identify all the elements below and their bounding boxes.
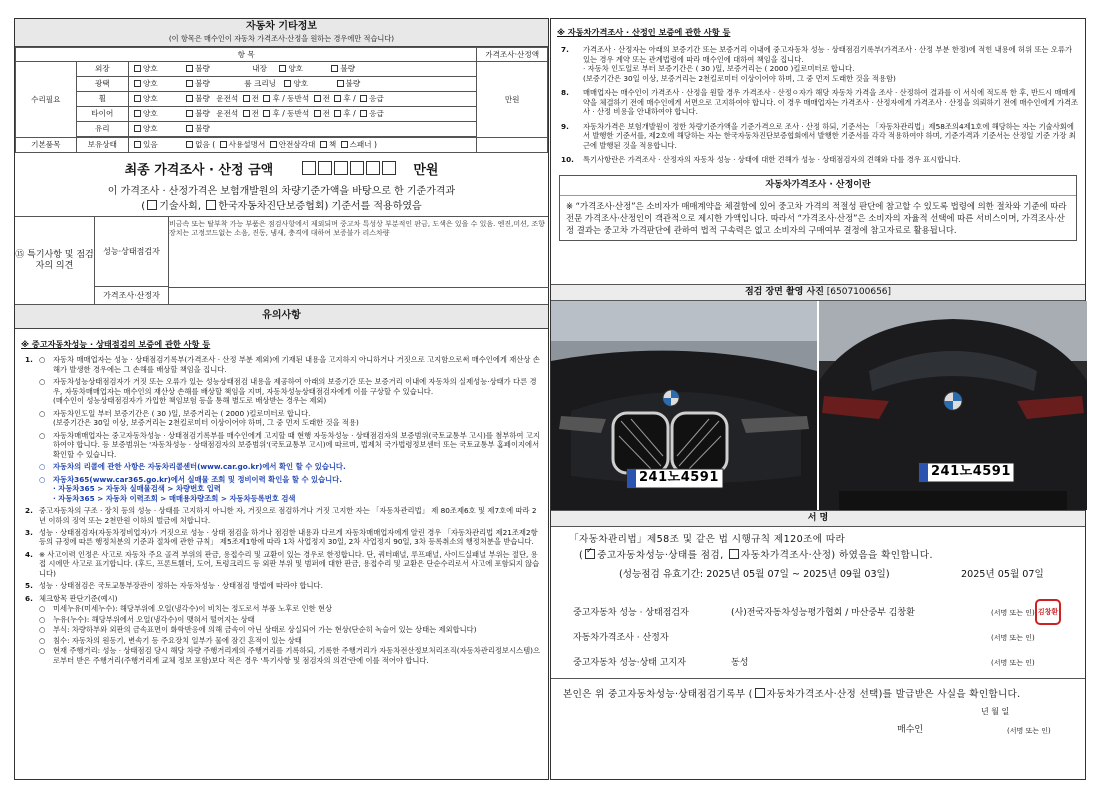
photo-header	[551, 284, 1085, 301]
caution-item-1d: ○ 자동차인도일 부터 보증기간은 ( 30 )일, 보증거리는 ( 2000 )킬로미터로 합니다. (보증기간은 30일 이상, 보증거리는 2천킬로미터 이상이어야 하며, 그 중 먼저 도래한 것을 적용)	[39, 408, 359, 428]
photo-code: [6507100656]	[826, 287, 892, 297]
item-number: 7.	[561, 45, 569, 55]
checkbox-glass-good[interactable]	[134, 125, 141, 132]
warranty-title: ※ 중고자동차성능 · 상태점검의 보증에 관한 사항 등	[21, 339, 211, 349]
item-header: 항 목	[16, 48, 477, 62]
caution-1-c: (매수인이 성능상태점검자가 가입한 책임보험 등을 통해 별도로 배상받는 경우는 제외)	[53, 396, 327, 406]
appraiser-row-label: 자동차가격조사 · 산정자	[573, 633, 669, 643]
label-driver-seat: 운전석	[216, 109, 239, 119]
final-price-desc2: ( 기술사회, 한국자동차진단보증협회) 기준서를 적용하였음	[141, 200, 422, 212]
caution-item-6	[21, 594, 542, 603]
checkbox-manual[interactable]	[220, 141, 227, 148]
row-tire: 양호 불량 운전석 전 후 / 동반석 전 후 / 응급	[129, 107, 477, 122]
sign-law-line: 「자동차관리법」제58조 및 같은 법 시행규칙 제120조에 따라	[569, 534, 846, 545]
label-front: 전	[251, 109, 260, 119]
criteria-4: ○ 침수: 자동차의 원동기, 변속기 등 주요장치 일부가 물에 잠긴 흔적이 있는 상태	[39, 635, 302, 645]
label-tech-society: 기술사회,	[159, 200, 202, 212]
vehicle-info-table	[15, 47, 548, 153]
label-bad: 불량	[195, 64, 210, 74]
row-label-gloss: 광택	[76, 77, 128, 92]
final-price-unit: 만원	[413, 163, 439, 179]
basic-price-cell	[477, 138, 548, 153]
caution-item-2	[21, 506, 542, 525]
checkbox-room-bad[interactable]	[337, 80, 344, 87]
car365-info: ○ 자동차365(www.car365.go.kr)에서 실매물 조회 및 정비이력 확인을 할 수 있습니다.	[39, 474, 343, 484]
appraiser-sign-hint: (서명 또는 인)	[991, 634, 1035, 642]
row-exterior	[129, 62, 477, 77]
checkbox-exterior-bad[interactable]	[186, 65, 193, 72]
notifier-sign-hint: (서명 또는 인)	[991, 659, 1035, 667]
right-item-9	[557, 122, 1079, 150]
caution-4-text: ※ 사고이력 인정은 사고로 자동차 주요 골격 부위의 판금, 용접수리 및 교환이 있는 경우로 한정합니다. 단, 쿼터패널, 루프패널, 사이드실패널 부위는 절단, 용접 시에만 사고로 표기합니다. (후드, 프론트휀더, 도어, 트렁크리드 등 외판 부위 및 범퍼에 대한 판금, 용접수리 및 교환은 단순수리로서 사고에 포함되지 않습니다)	[39, 549, 540, 578]
vehicle-info-subtitle: (이 항목은 매수인이 자동차 가격조사·산정을 원하는 경우에만 적습니다)	[168, 33, 395, 43]
item-number: 6.	[25, 593, 33, 603]
caution-1-e: (보증기간은 30일 이상, 보증거리는 2천킬로미터 이상이어야 하며, 그 중 먼저 도래한 것을 적용)	[53, 418, 359, 428]
checkbox-spanner[interactable]	[341, 141, 348, 148]
car365-step2	[21, 494, 542, 503]
label-spanner: 스패너	[349, 140, 372, 150]
row-label-wheel: 휠	[76, 92, 128, 107]
label-manual: 사용설명서	[228, 140, 266, 150]
checkbox-tire-good[interactable]	[134, 110, 141, 117]
price-unit: 만원	[477, 62, 548, 138]
buyer-sign-hint: (서명 또는 인)	[1007, 727, 1051, 735]
item-8-line1: 매매업자는 매수인이 가격조사 · 산정을 원할 경우 가격조사 · 산정ㅇ자가 해당 자동차 가격을 조사 · 산정하여 결과를 이 서식에 적도록 한 후, 반드시 매매계약을 체결하기 전에 매수인에게 서면으로 고지하여야 합니다. 이 경우 매매업자는 가격조사 · 산정자에게 가격조사 · 산정을 의뢰하기 전에 매수인에게 가격조사 · 산정 비용을 안내하여야 합니다.	[583, 88, 1079, 117]
left-column	[14, 18, 549, 780]
label-diag-assoc: 한국자동차진단보증협회) 기준서를 적용하였음	[218, 200, 422, 212]
label-good: 양호	[288, 64, 303, 74]
checkbox-tire-driver-rear[interactable]	[263, 110, 270, 117]
checkbox-tire-bad[interactable]	[186, 110, 193, 117]
label-front: 전	[251, 94, 260, 104]
row-possession: 있음 없음 ( 사용설명서 안전삼각대 책 스패너 )	[129, 138, 477, 153]
checkbox-buyer-appraisal[interactable]	[755, 688, 765, 698]
label-good: 양호	[293, 79, 309, 89]
vehicle-info-header	[15, 19, 548, 47]
item-number: 1.	[25, 355, 33, 365]
label-good: 양호	[143, 109, 158, 119]
label-book: 책	[328, 140, 337, 150]
buyer-confirm-section	[551, 679, 1085, 751]
criteria-5: ○ 현재 주행거리: 성능 · 상태점검 당시 해당 차량 주행거리계의 주행거리를 기록하되, 기록한 주행거리가 자동차전산정보처리조직(자동차관리정보시스템)으로부터 받은 주행거리(주행거리계 교체 정보 포함)보다 적은 경우 '특기사항 및 점검자의 의견'란에 이를 적어야 합니다.	[39, 646, 541, 665]
item-number: 5.	[25, 581, 33, 591]
final-price-line	[15, 161, 548, 180]
right-column	[550, 18, 1086, 780]
buyer-label: 매수인	[897, 725, 924, 735]
checkbox-performance-check[interactable]	[585, 549, 595, 559]
caution-1-d: 자동차인도일 부터 보증기간은 ( 30 )일, 보증거리는 ( 2000 )킬로미터로 합니다.	[53, 408, 311, 418]
caution-1-f: 자동차매매업자는 중고자동차성능 · 상태점검기록부를 매수인에게 고지할 때 현행 자동차성능 · 상태점검자의 보증범위(국토교통부 고시)를 첨부하여 고지하여야 합니다. 등 보증범위는 '자동차성능 · 상태점검자의 보증범위'(국토교통부 고시)에 따르며, 법제처 국가법령정보센터 또는 국토교통부 홈페이지에서 확인할 수 있습니다.	[53, 430, 540, 459]
recall-text: 자동차의 리콜에 관한 사항은 자동차리콜센터(www.car.go.kr)에서 확인 할 수 있습니다.	[53, 462, 346, 472]
caution-item-4	[21, 550, 542, 578]
basic-items-label: 기본품목	[16, 138, 77, 153]
sign-date: 2025년 05월 07일	[961, 569, 1044, 580]
checkbox-exterior-good[interactable]	[134, 65, 141, 72]
right-item-7	[557, 45, 1079, 83]
caution-item-1: 1. ○ 자동차 매매업자는 성능 · 상태점검기록부(가격조사 · 산정 부분 제외)에 기재된 내용을 고지하지 아니하거나 거짓으로 고지함으로써 매수인에게 재산상 손해가 발생한 경우에는 그 손해를 배상할 책임을 집니다.	[25, 355, 540, 374]
label-rear: 후	[272, 94, 280, 104]
checkbox-room-good[interactable]	[284, 80, 291, 87]
front-plate-text: 241노4591	[639, 470, 719, 485]
inspector-seal-stamp: 김창환	[1035, 599, 1061, 625]
car365-text: 자동차365(www.car365.go.kr)에서 실매물 조회 및 정비이력 확인을 할 수 있습니다.	[53, 474, 343, 484]
buyer-confirm-text-a: 본인은 위 중고자동차성능·상태점검기록부 (	[563, 689, 753, 700]
label-none: 없음	[195, 140, 210, 150]
row-label-tire: 타이어	[76, 107, 128, 122]
rear-photo	[819, 301, 1087, 510]
checkbox-tire-spare[interactable]	[360, 110, 367, 117]
row-gloss	[129, 77, 477, 92]
signature-title: 서 명	[807, 513, 829, 523]
label-driver-seat: 운전석	[216, 94, 239, 104]
checkbox-gloss-bad[interactable]	[186, 80, 193, 87]
front-photo	[551, 301, 817, 510]
caution-5-text: 성능 · 상태점검은 국토교통부장관이 정하는 자동차성능 · 상태점검 방법에 따라야 합니다.	[39, 581, 323, 591]
row-wheel: 양호 불량 운전석 전 후 / 동반석 전 후 / 응급	[129, 92, 477, 107]
caution-1-a: 자동차 매매업자는 성능 · 상태점검기록부(가격조사 · 산정 부분 제외)에 기재된 내용을 고지하지 아니하거나 거짓으로 고지함으로써 매수인에게 재산상 손해가 발생한 경우에는 그 손해를 배상할 책임을 집니다.	[53, 355, 540, 374]
checkbox-triangle[interactable]	[270, 141, 277, 148]
checkbox-tire-pass-rear[interactable]	[334, 110, 341, 117]
checkbox-gloss-good[interactable]	[134, 80, 141, 87]
checkbox-wheel-driver-front[interactable]	[243, 95, 250, 102]
inspector-sign-hint: (서명 또는 인)	[991, 609, 1035, 617]
label-good: 양호	[143, 124, 158, 134]
criteria-4-text: 침수: 자동차의 원동기, 변속기 등 주요장치 일부가 물에 잠긴 흔적이 있는 상태	[53, 635, 302, 645]
caution-item-1f: ○ 자동차매매업자는 중고자동차성능 · 상태점검기록부를 매수인에게 고지할 때 현행 자동차성능 · 상태점검자의 보증범위(국토교통부 고시)를 첨부하여 고지하여야 합니다. 등 보증범위는 '자동차성능 · 상태점검자의 보증범위'(국토교통부 고시)에 따르며, 법제처 국가법령정보센터 또는 국토교통부 홈페이지에서 확인할 수 있습니다.	[39, 430, 540, 459]
item-number: 3.	[25, 528, 33, 537]
caution-title: 유의사항	[262, 310, 301, 321]
item-7-line3: (보증기간은 30일 이상, 보증거리는 2천킬로미터 이상이어야 하며, 그 중 먼저 도래한 것을 적용함)	[583, 73, 896, 83]
criteria-2-text: 누유(누수): 해당부위에서 오일(냉각수)이 맺혀서 떨어지는 상태	[53, 614, 255, 624]
car365-step1	[21, 484, 542, 493]
appraiser-opinion-field[interactable]	[169, 287, 549, 305]
label-rear: 후	[343, 94, 351, 104]
label-rear: 후	[272, 109, 280, 119]
criteria-1: ○ 미세누유(미세누수): 해당부위에 오일(냉각수)이 비치는 정도로서 부품 노후로 인한 현상	[39, 604, 333, 614]
price-header: 가격조사·산정액	[477, 48, 548, 62]
appraisal-box-text: ※ “가격조사·산정”은 소비자가 매매계약을 체결함에 있어 중고차 가격의 적절성 판단에 참고할 수 있도록 법령에 의한 절차와 기준에 따라 전문 가격조사·산정인이 객관적으로 제시한 가액입니다. 따라서 “가격조사·산정”은 소비자의 자율적 선택에 따른 서비스이며, 가격조사·산정 결과는 중고차 가격판단에 관하여 법적 구속력은 없고 소비자의 구매여부 결정에 참고자료로 활용됩니다.	[566, 200, 1067, 236]
label-triangle: 안전삼각대	[278, 140, 316, 150]
criteria-3-text: 부식: 차량하부와 외판의 금속표면이 화학반응에 의해 금속이 아닌 상태로 상실되어 가는 현상(단순히 녹슬어 있는 상태는 제외합니다)	[53, 625, 477, 635]
item-number: 8.	[561, 88, 569, 98]
label-good: 양호	[143, 94, 158, 104]
label-performance-check: 중고자동차성능·상태를 점검,	[597, 550, 724, 561]
item-7-line2: · 자동차 인도일로 부터 보증기간은 ( 30 )일, 보증거리는 ( 2000 )킬로미터로 합니다.	[583, 64, 855, 74]
label-spare: 응급	[369, 109, 384, 119]
checkbox-wheel-pass-front[interactable]	[314, 95, 321, 102]
item-number: 9.	[561, 121, 569, 131]
caution-item-1b: ○ 자동차성능상태점검자가 거짓 또는 오류가 있는 성능상태점검 내용을 제공하여 아래의 보증기간 또는 보증거리 이내에 자동차의 실제성능·상태가 다른 경우, 자동차매매업자는 매수인의 재산상 손해를 배상할 책임을 지며, 자동차성능상태점검자에게 이를 구상할 수 있습니다. (매수인이 성능상태점검자가 가입한 책임보험 등을 통해 별도로 배상받는 경우는 제외)	[39, 377, 537, 406]
item-number: 10.	[561, 155, 574, 165]
final-price-section	[15, 153, 548, 217]
special-notes-section	[15, 217, 548, 305]
inspector-row-value: (사)전국자동차성능평가협회 / 마산중부 김창환	[731, 608, 915, 618]
final-price-desc1: 이 가격조사 · 산정가격은 보험개발원의 차량기준가액을 바탕으로 한 기준가격과	[107, 186, 456, 198]
checkbox-interior-bad[interactable]	[331, 65, 338, 72]
label-bad: 불량	[345, 79, 361, 89]
label-front: 전	[322, 94, 330, 104]
appraisal-box-title: 자동차가격조사 · 산정이란	[560, 176, 1076, 196]
photo-title: 점검 장면 촬영 사진	[744, 287, 824, 297]
label-bad: 불량	[195, 79, 210, 89]
label-front: 전	[322, 109, 330, 119]
checkbox-book[interactable]	[320, 141, 327, 148]
buyer-confirm-line	[563, 688, 1020, 701]
photo-area	[551, 301, 1085, 510]
car365-step2-text: · 자동차365 > 자동차 이력조회 > 매매용차량조회 > 자동차등록번호 검색	[53, 493, 296, 503]
caution-6-text: 체크항목 판단기준(예시)	[39, 593, 118, 603]
checkbox-wheel-bad[interactable]	[186, 95, 193, 102]
appraisal-info-box	[559, 175, 1077, 242]
label-price-appraisal: 자동차가격조사·산정) 하였음을 확인합니다.	[740, 550, 933, 561]
label-good: 양호	[143, 64, 158, 74]
criteria-1-text: 미세누유(미세누수): 해당부위에 오일(냉각수)이 비치는 정도로서 부품 노후로 인한 현상	[53, 604, 333, 614]
recall-info: ○ 자동차의 리콜에 관한 사항은 자동차리콜센터(www.car.go.kr)에서 확인 할 수 있습니다.	[39, 462, 346, 472]
right-item-8	[557, 88, 1079, 116]
row-glass	[129, 122, 477, 137]
inspector-opinion-label: 성능·상태점검자	[95, 217, 169, 287]
criteria-5-text: 현재 주행거리: 성능 · 상태점검 당시 해당 차량 주행거리계의 주행거리를 기록하되, 기록한 주행거리가 자동차전산정보처리조직(자동차관리정보시스템)으로부터 받은 주행거리(주행거리계 교체 정보 포함)보다 적은 경우 '특기사항 및 점검자의 의견'란에 이를 적어야 합니다.	[53, 646, 541, 665]
right-item-10	[557, 155, 1079, 164]
checkbox-wheel-pass-rear[interactable]	[334, 95, 341, 102]
checkbox-tire-driver-front[interactable]	[243, 110, 250, 117]
appraiser-warranty-section	[551, 19, 1085, 254]
validity-period: (성능점검 유효기간: 2025년 05월 07일 ~ 2025년 09월 03일)	[619, 569, 890, 580]
inspector-row-label: 중고자동차 성능 · 상태점검자	[573, 608, 689, 618]
checkbox-glass-bad[interactable]	[186, 125, 193, 132]
caution-header	[15, 305, 548, 329]
appraiser-warranty-title: ※ 자동차가격조사 · 산정인 보증에 관한 사항 등	[557, 27, 731, 37]
caution-item-3	[21, 528, 542, 547]
checkbox-price-appraisal[interactable]	[729, 549, 739, 559]
signature-header	[551, 510, 1085, 527]
rear-plate-text: 241노4591	[931, 464, 1011, 479]
appraiser-opinion-label: 가격조사·산정자	[95, 287, 169, 305]
row-label-interior: 내장	[252, 64, 267, 74]
label-rear: 후	[343, 109, 351, 119]
checkbox-none[interactable]	[186, 141, 193, 148]
criteria-2: ○ 누유(누수): 해당부위에서 오일(냉각수)이 맺혀서 떨어지는 상태	[39, 614, 255, 624]
special-notes-label: ⑮ 특기사항 및 점검자의 의견	[15, 217, 95, 305]
checkbox-interior-good[interactable]	[279, 65, 286, 72]
item-number: 4.	[25, 549, 33, 559]
vehicle-info-title: 자동차 기타정보	[245, 21, 318, 32]
checkbox-tire-pass-front[interactable]	[314, 110, 321, 117]
item-number: 2.	[25, 506, 33, 516]
label-bad: 불량	[195, 124, 210, 134]
label-passenger-seat: 동반석	[287, 94, 310, 104]
checkbox-have[interactable]	[134, 141, 141, 148]
caution-1-b: 자동차성능상태점검자가 거짓 또는 오류가 있는 성능상태점검 내용을 제공하여 아래의 보증기간 또는 보증거리 이내에 자동차의 실제성능·상태가 다른 경우, 자동차매매업자는 매수인의 재산상 손해를 배상할 책임을 지며, 자동차성능상태점검자에게 이를 구상할 수 있습니다.	[53, 377, 537, 396]
row-label-exterior: 외장	[76, 62, 128, 77]
car365-step1-text: · 자동차365 > 자동차 실매물검색 > 차량번호 입력	[53, 484, 221, 494]
caution-item-5	[21, 581, 542, 590]
signature-section	[551, 527, 1085, 679]
caution-3-text: 성능 · 상태점검자(자동차정비업자)가 거짓으로 성능 · 상태 점검을 하거나 점검한 내용과 다르게 자동차매매업자에게 알린 경우 「자동차관리법 제21조제2항 등의 규정에 따른 행정처분의 기준과 절차에 관한 규칙」 제5조제1항에 따라 1차 사업정지 30일, 2차 사업정지 90일, 3차 등록취소의 행정처분을 받습니다.	[39, 528, 538, 547]
buyer-confirm-text-b: 자동차가격조사·산정 선택)를 발급받은 사실을 확인합니다.	[766, 689, 1021, 700]
row-label-room-clean: 룸 크리닝	[244, 79, 276, 89]
label-spare: 응급	[369, 94, 384, 104]
caution-body	[15, 329, 548, 665]
label-good: 양호	[143, 79, 158, 89]
label-bad: 불량	[340, 64, 356, 74]
row-label-glass: 유리	[76, 122, 128, 137]
label-have: 있음	[143, 140, 158, 150]
final-price-title: 최종 가격조사 · 산정 금액	[124, 163, 274, 179]
checkbox-wheel-driver-rear[interactable]	[263, 95, 270, 102]
caution-2-text: 중고자동차의 구조 · 장치 등의 성능 · 상태를 고지하지 아니한 자, 거짓으로 점검하거나 거짓 고지한 자는 「자동차관리법」 제 80조제6호 및 제7호에 따라 2년 이하의 징역 또는 2천만원 이하의 벌금에 처합니다.	[39, 506, 537, 525]
checkbox-wheel-good[interactable]	[134, 95, 141, 102]
notifier-row-label: 중고자동차 성능·상태 고지자	[573, 658, 686, 668]
item-9-line1: 자동차가격은 보험개발원이 정한 차량기준가액을 기준가격으로 조사 · 산정 하되, 기준서는 「자동차관리법」제58조의4제1호에 해당하는 자는 기술사회에서 발행한 기준서를, 제2호에 해당하는 자는 한국자동차진단보증협회에서 발행한 기준서를 각각 적용하여야 하며, 기준가격과 기준서는 산정일 기준 가장 최근에 발행된 것을 적용합니다.	[583, 121, 1076, 150]
item-7-line1: 가격조사 · 산정자는 아래의 보증기간 또는 보증거리 이내에 중고자동차 성능 · 상태점검기록부(가격조사 · 산정 부분 한정)에 적힌 내용에 허위 또는 오류가 있는 경우 계약 또는 관계법령에 따라 매수인에 대하여 책임을 집니다.	[583, 45, 1073, 64]
notifier-value: 동성	[731, 658, 749, 668]
repair-needed-label: 수리필요	[16, 62, 77, 138]
checkbox-tech-society[interactable]	[147, 200, 157, 210]
criteria-3: ○ 부식: 차량하부와 외판의 금속표면이 화학반응에 의해 금속이 아닌 상태로 상실되어 가는 현상(단순히 녹슬어 있는 상태는 제외합니다)	[39, 625, 477, 635]
checkbox-wheel-spare[interactable]	[360, 95, 367, 102]
row-label-possession: 보유상태	[76, 138, 128, 153]
item-10-line1: 특기사항란은 가격조사 · 산정자의 자동차 성능 · 상태에 대한 견해가 성능 · 상태점검자의 견해와 다를 경우 표시합니다.	[583, 155, 961, 165]
buyer-date: 년 월 일	[981, 707, 1010, 716]
final-price-boxes[interactable]	[302, 161, 396, 180]
label-passenger-seat: 동반석	[287, 109, 310, 119]
sign-options-line: (✓ 중고자동차성능·상태를 점검, 자동차가격조사·산정) 하였음을 확인합니다.	[579, 549, 933, 562]
label-bad: 불량	[195, 94, 210, 104]
label-bad: 불량	[195, 109, 210, 119]
checkbox-diag-assoc[interactable]	[206, 200, 216, 210]
inspector-opinion-text: 비금속 또는 탈부착 가능 부품은 점검사항에서 제외되며 중고차 특성상 부분적인 판금, 도색은 있을 수 있음. 엔진,미션, 조향장치는 고정코드없는 소음, 진동, 냄새, 충격에 대하여 보증불가 리스차량	[169, 220, 545, 238]
